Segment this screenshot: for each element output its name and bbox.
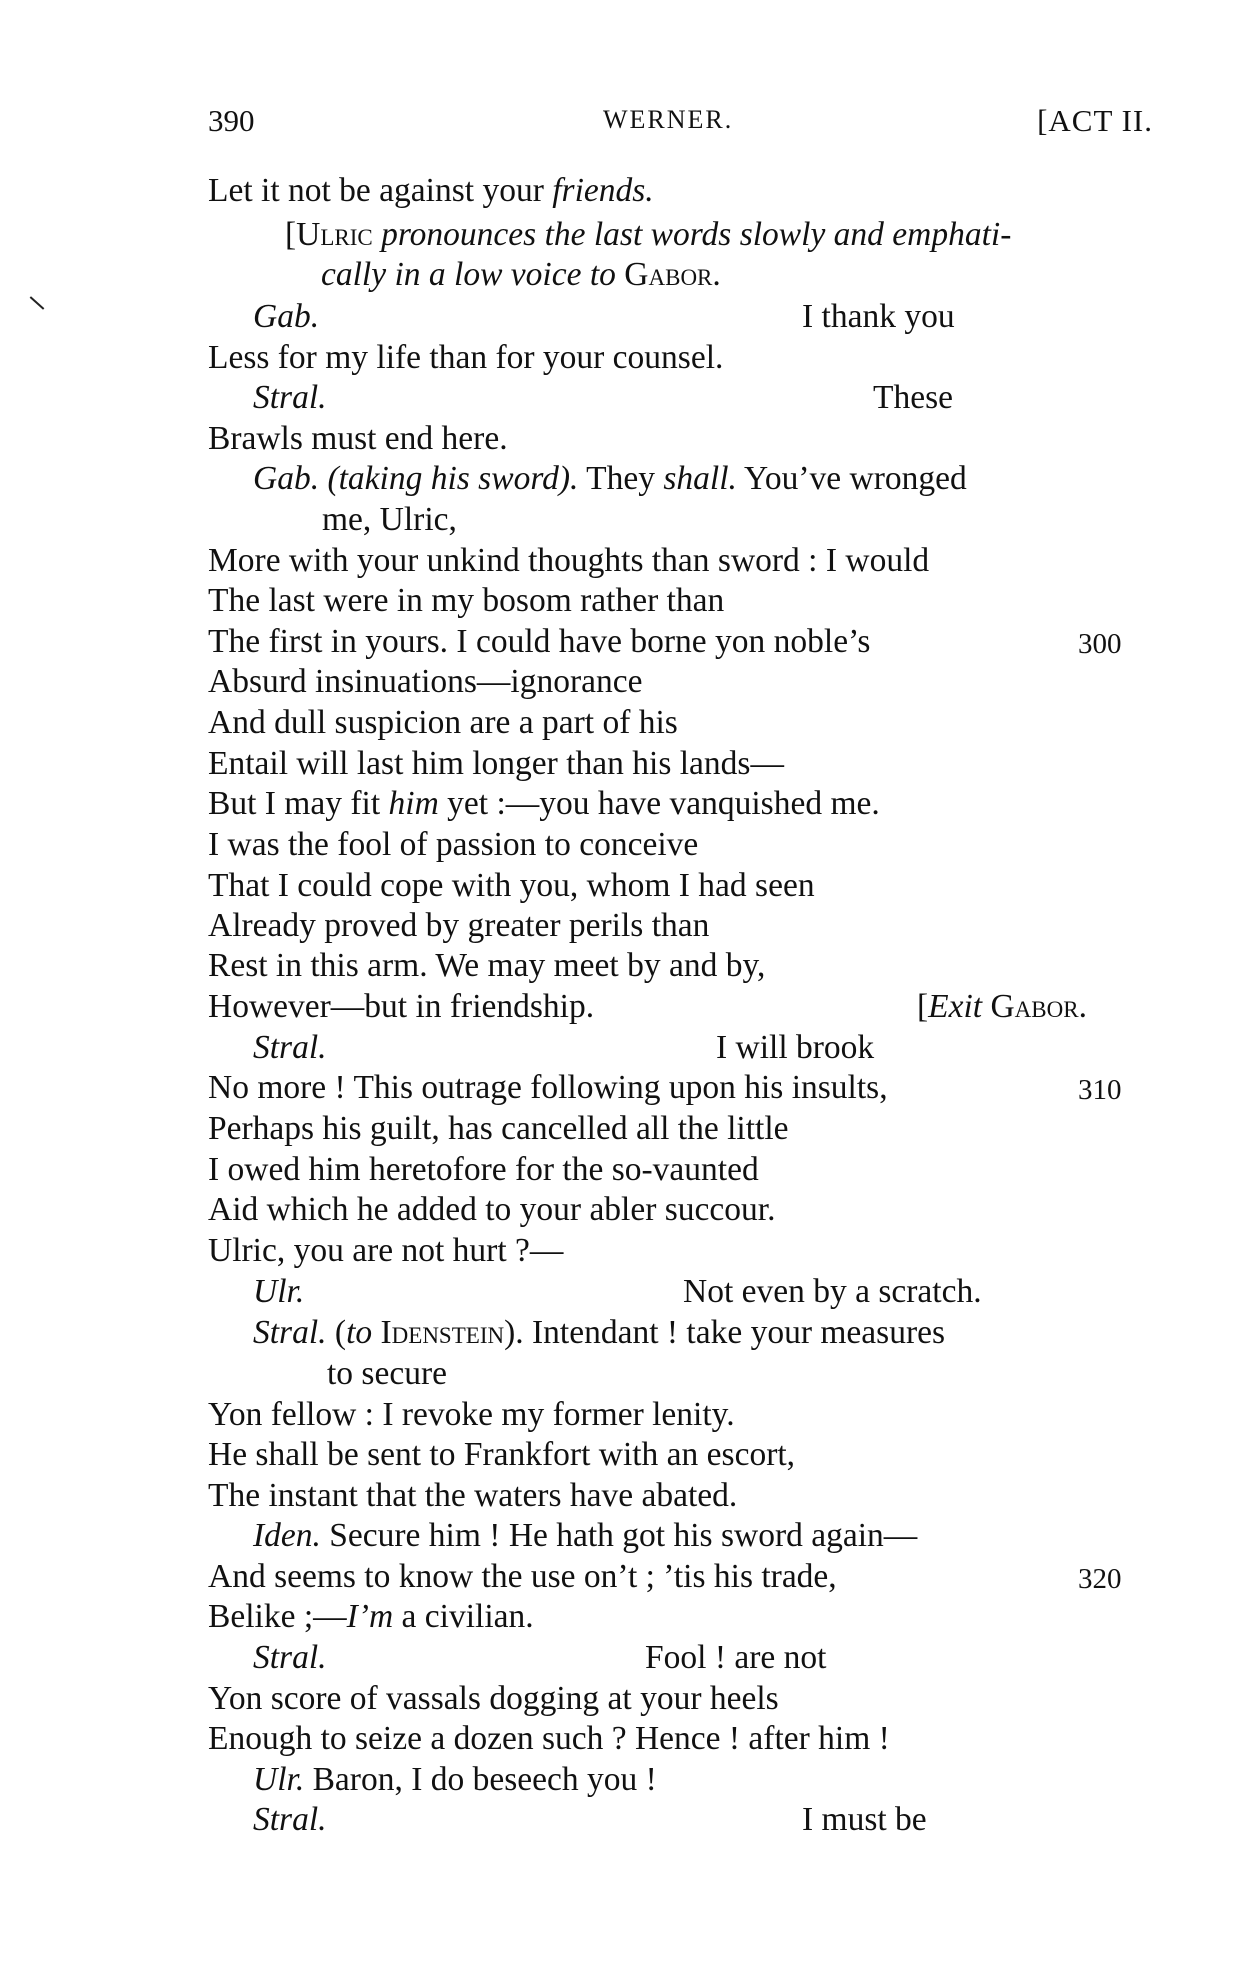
line-number: 310 bbox=[1078, 1074, 1122, 1106]
verse-line: Belike ;—I’m a civilian. bbox=[208, 1598, 534, 1635]
verse-line: That I could cope with you, whom I had seen bbox=[208, 867, 815, 904]
verse-line: And dull suspicion are a part of his bbox=[208, 704, 678, 741]
line-number: 300 bbox=[1078, 628, 1122, 660]
verse-line: Not even by a scratch. bbox=[683, 1273, 982, 1310]
verse-line: He shall be sent to Frankfort with an escort, bbox=[208, 1436, 796, 1473]
verse-line: Stral. (to Idenstein). Intendant ! take your measures bbox=[253, 1314, 946, 1351]
speaker-name: Gab. bbox=[253, 298, 320, 335]
verse-line: Less for my life than for your counsel. bbox=[208, 339, 724, 376]
verse-line: I must be bbox=[802, 1801, 927, 1838]
verse-line: Perhaps his guilt, has cancelled all the little bbox=[208, 1110, 789, 1147]
verse-line: Absurd insinuations—ignorance bbox=[208, 663, 643, 700]
verse-line: Ulric, you are not hurt ?— bbox=[208, 1232, 564, 1269]
verse-line: And seems to know the use on’t ; ’tis his trade, bbox=[208, 1558, 837, 1595]
verse-line: Already proved by greater perils than bbox=[208, 907, 710, 944]
speaker-name: Stral. bbox=[253, 1639, 327, 1676]
stage-direction: [Ulric pronounces the last words slowly and emphati- bbox=[285, 216, 1012, 253]
verse-line: I owed him heretofore for the so-vaunted bbox=[208, 1151, 759, 1188]
verse-line: Rest in this arm. We may meet by and by, bbox=[208, 947, 766, 984]
verse-line: Iden. Secure him ! He hath got his sword again— bbox=[253, 1517, 918, 1554]
verse-line: I thank you bbox=[802, 298, 955, 335]
speaker-name: Stral. bbox=[253, 1029, 327, 1066]
verse-line: However—but in friendship. bbox=[208, 988, 595, 1025]
speaker-name: Ulr. bbox=[253, 1273, 305, 1310]
speaker-name: Stral. bbox=[253, 379, 327, 416]
verse-line: Enough to seize a dozen such ? Hence ! after him ! bbox=[208, 1720, 890, 1757]
verse-line: Entail will last him longer than his lands— bbox=[208, 745, 784, 782]
verse-line: The first in yours. I could have borne yon noble’s bbox=[208, 623, 871, 660]
running-title: WERNER. bbox=[603, 105, 734, 134]
page-header bbox=[208, 103, 1153, 147]
line-number: 320 bbox=[1078, 1563, 1122, 1595]
verse-line: Brawls must end here. bbox=[208, 420, 508, 457]
verse-line: me, Ulric, bbox=[322, 501, 457, 538]
verse-line: Ulr. Baron, I do beseech you ! bbox=[253, 1761, 657, 1798]
page-number: 390 bbox=[208, 103, 255, 138]
verse-line: These bbox=[873, 379, 953, 416]
verse-line: The instant that the waters have abated. bbox=[208, 1477, 738, 1514]
stage-direction: cally in a low voice to Gabor. bbox=[321, 256, 721, 293]
verse-line: Let it not be against your friends. bbox=[208, 172, 654, 209]
speaker-name: Stral. bbox=[253, 1801, 327, 1838]
verse-line: No more ! This outrage following upon his insults, bbox=[208, 1069, 888, 1106]
verse-line: Yon fellow : I revoke my former lenity. bbox=[208, 1396, 735, 1433]
verse-line: Fool ! are not bbox=[645, 1639, 827, 1676]
stage-direction: [Exit Gabor. bbox=[917, 988, 1087, 1025]
verse-line: I was the fool of passion to conceive bbox=[208, 826, 699, 863]
verse-line: I will brook bbox=[716, 1029, 875, 1066]
verse-line: But I may fit him yet :—you have vanquished me. bbox=[208, 785, 880, 822]
verse-line: The last were in my bosom rather than bbox=[208, 582, 725, 619]
verse-line: to secure bbox=[327, 1355, 447, 1392]
verse-line: Gab. (taking his sword). They shall. You’ve wronged bbox=[253, 460, 967, 497]
verse-line: Aid which he added to your abler succour. bbox=[208, 1191, 776, 1228]
act-label: [ACT II. bbox=[1037, 103, 1153, 138]
verse-line: More with your unkind thoughts than sword : I would bbox=[208, 542, 930, 579]
stray-mark bbox=[30, 296, 45, 310]
verse-line: Yon score of vassals dogging at your heels bbox=[208, 1680, 779, 1717]
